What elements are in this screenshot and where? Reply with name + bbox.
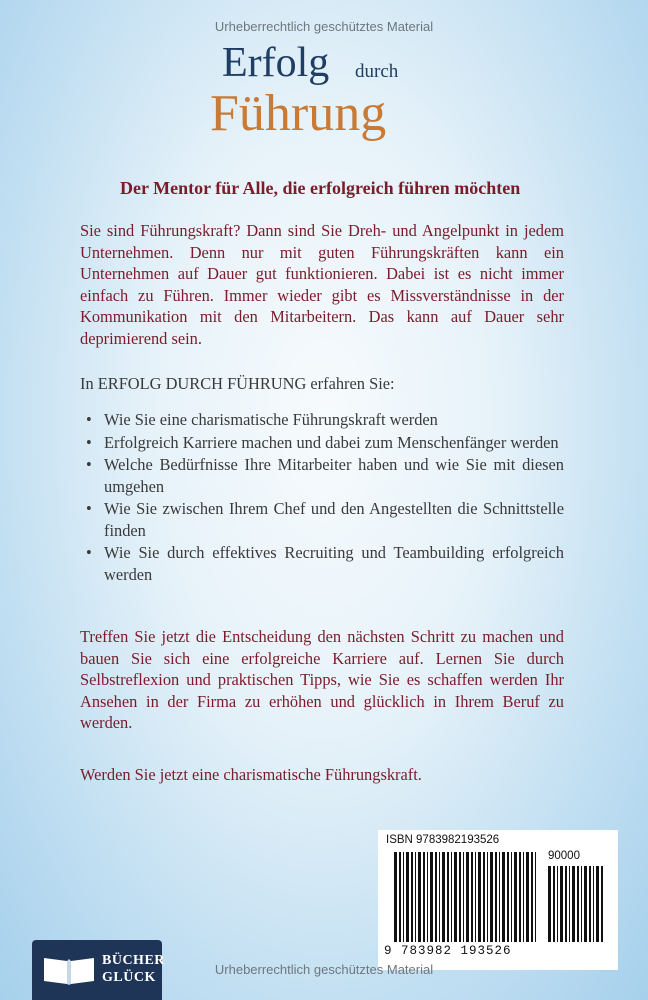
list-item: [80, 454, 564, 497]
copyright-watermark-top: Urheberrechtlich geschütztes Material: [214, 19, 434, 34]
list-intro: In ERFOLG DURCH FÜHRUNG erfahren Sie:: [80, 374, 395, 393]
list-item-text: Erfolgreich Karriere machen und dabei zum Menschenfänger werden: [104, 432, 559, 452]
bullet-icon: •: [86, 455, 92, 474]
list-item: [80, 409, 564, 431]
addon-barcode-bars: [548, 866, 604, 942]
title-word-erfolg: Erfolg: [222, 40, 330, 86]
tagline: Der Mentor für Alle, die erfolgreich führen möchten: [120, 178, 521, 198]
isbn-digits: 9 783982 193526: [384, 944, 512, 958]
list-item-text: Welche Bedürfnisse Ihre Mitarbeiter haben und wie Sie mit diesen umgehen: [104, 455, 564, 496]
isbn-label: ISBN 9783982193526: [386, 834, 500, 846]
call-to-action-paragraph: Treffen Sie jetzt die Entscheidung den nächsten Schritt zu machen und bauen Sie sich eine erfolgreiche Karriere auf. Lernen Sie durch Selbstreflexion und praktischen Tipps, wie Sie es schaffen werden Ihr Ansehen in der Firma zu erhöhen und glücklich in Ihrem Beruf zu werden.: [80, 627, 564, 732]
copyright-watermark-bottom: Urheberrechtlich geschütztes Material: [214, 962, 434, 977]
description-paragraph: Sie sind Führungskraft? Dann sind Sie Dreh- und Angelpunkt in jedem Unternehmen. Denn nur mit guten Führungskräften kann ein Unternehmen auf Dauer gut funktionieren. Dabei ist es nicht immer einfach zu Führen. Immer wieder gibt es Missverständnisse in der Kommunikation mit den Mitarbeitern. Das kann auf Dauer sehr deprimierend sein.: [80, 221, 564, 348]
title-word-fuehrung: Führung: [210, 85, 387, 142]
benefit-list: [80, 409, 564, 586]
price-code: 90000: [548, 850, 580, 862]
bullet-icon: •: [86, 543, 92, 562]
list-item-text: Wie Sie zwischen Ihrem Chef und den Angestellten die Schnittstelle finden: [104, 499, 564, 540]
list-item-text: Wie Sie eine charismatische Führungskraft werden: [104, 410, 438, 429]
bullet-icon: •: [86, 432, 92, 452]
list-item: [80, 542, 564, 585]
isbn-barcode: [378, 830, 618, 970]
list-item: [80, 432, 564, 454]
closing-line: Werden Sie jetzt eine charismatische Führungskraft.: [80, 765, 422, 784]
bullet-icon: •: [86, 499, 92, 518]
title-word-durch: durch: [355, 61, 399, 82]
barcode-bars: [394, 852, 540, 942]
list-item: [80, 498, 564, 541]
publisher-name-line1: BÜCHER: [102, 953, 165, 968]
list-item-text: Wie Sie durch effektives Recruiting und Teambuilding erfolgreich werden: [104, 543, 564, 584]
publisher-name-line2: GLÜCK: [102, 970, 156, 985]
bullet-icon: •: [86, 410, 92, 429]
